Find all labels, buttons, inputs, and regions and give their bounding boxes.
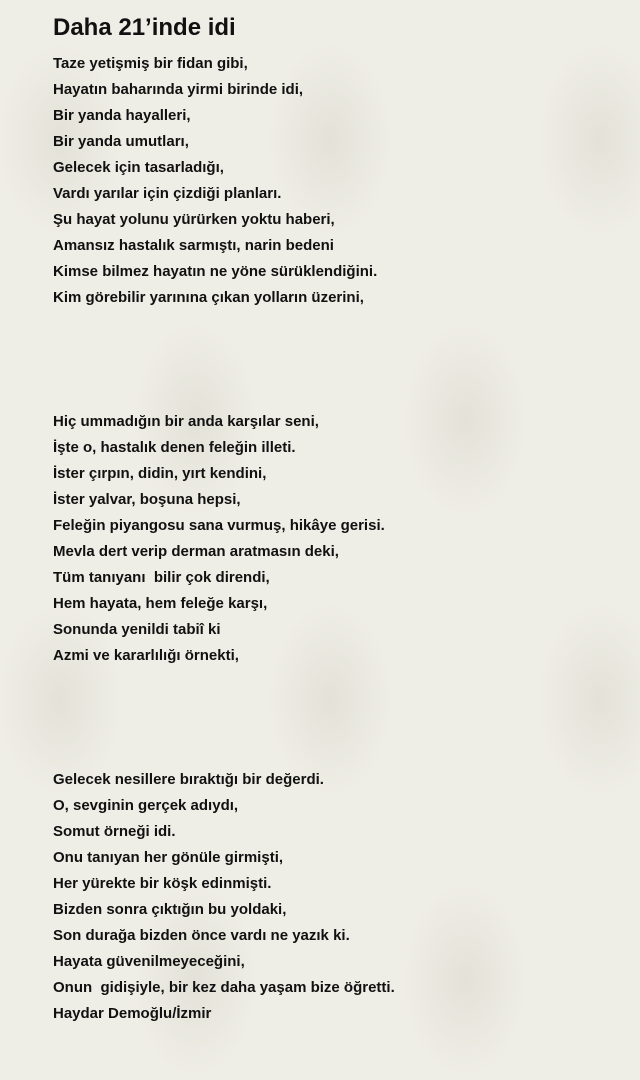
poem-line: Kimse bilmez hayatın ne yöne sürüklendiğini. <box>53 263 378 280</box>
poem-line: Somut örneği idi. <box>53 823 176 840</box>
poem-line: Her yürekte bir köşk edinmişti. <box>53 875 272 892</box>
poem-line: Bir yanda umutları, <box>53 133 189 150</box>
poem-line: Vardı yarılar için çizdiği planları. <box>53 185 282 202</box>
poem-line: Taze yetişmiş bir fidan gibi, <box>53 55 248 72</box>
poem-line: Bizden sonra çıktığın bu yoldaki, <box>53 901 287 918</box>
poem-line: Tüm tanıyanı bilir çok direndi, <box>53 569 270 586</box>
poem-page <box>53 12 623 1027</box>
poem-line: Gelecek nesillere bıraktığı bir değerdi. <box>53 771 324 788</box>
poem-title: Daha 21’inde idi <box>53 14 236 41</box>
poem-line: İster çırpın, didin, yırt kendini, <box>53 465 267 482</box>
poem-line: Onu tanıyan her gönüle girmişti, <box>53 849 284 866</box>
poem-line: İster yalvar, boşuna hepsi, <box>53 491 241 508</box>
poem-line: Azmi ve kararlılığı örnekti, <box>53 647 239 664</box>
poem-line: Hayata güvenilmeyeceğini, <box>53 953 245 970</box>
poem-line: Amansız hastalık sarmıştı, narin bedeni <box>53 237 334 254</box>
poem-line: Hayatın baharında yirmi birinde idi, <box>53 81 304 98</box>
stanza-1 <box>53 51 623 311</box>
poem-line: Bir yanda hayalleri, <box>53 107 191 124</box>
poem-line: O, sevginin gerçek adıydı, <box>53 797 239 814</box>
poem-line: Onun gidişiyle, bir kez daha yaşam bize öğretti. <box>53 979 395 996</box>
poem-line: Mevla dert verip derman aratmasın deki, <box>53 543 339 560</box>
stanza-3 <box>53 767 623 1027</box>
poem-line: Şu hayat yolunu yürürken yoktu haberi, <box>53 211 335 228</box>
poem-line: Sonunda yenildi tabiî ki <box>53 621 221 638</box>
poem-line: Kim görebilir yarınına çıkan yolların üzerini, <box>53 289 364 306</box>
poem-line: Feleğin piyangosu sana vurmuş, hikâye gerisi. <box>53 517 385 534</box>
poem-line: Gelecek için tasarladığı, <box>53 159 224 176</box>
poem-line: Hem hayata, hem feleğe karşı, <box>53 595 268 612</box>
poem-author: Haydar Demoğlu/İzmir <box>53 1005 212 1022</box>
poem-line: Son durağa bizden önce vardı ne yazık ki. <box>53 927 350 944</box>
stanza-2 <box>53 409 623 669</box>
poem-line: Hiç ummadığın bir anda karşılar seni, <box>53 413 319 430</box>
poem-line: İşte o, hastalık denen feleğin illeti. <box>53 439 296 456</box>
